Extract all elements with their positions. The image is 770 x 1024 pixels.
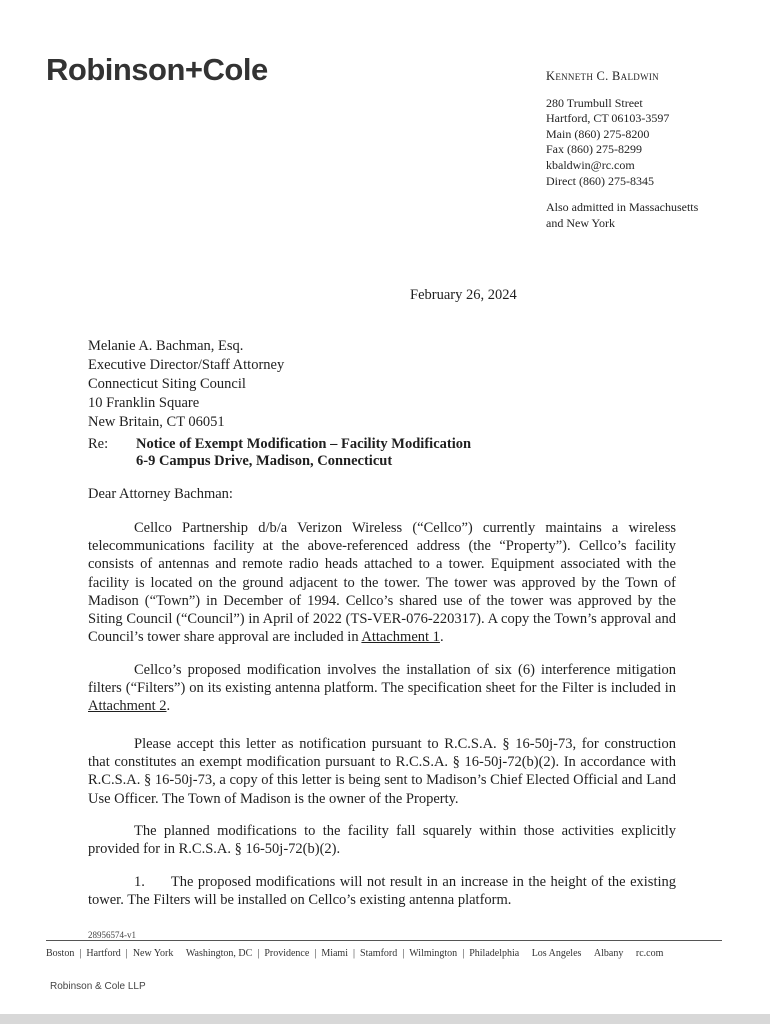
paragraph-4-text: The planned modifications to the facility fall squarely within those activities explicitly provided for in R.C.S.A. § 16-50j-72(b)(2). — [88, 823, 676, 858]
sender-email: kbaldwin@rc.com — [546, 157, 635, 172]
recipient-street: 10 Franklin Square — [88, 395, 200, 411]
office-miami: Miami — [321, 948, 348, 959]
firm-logo: Robinson+Cole — [46, 52, 268, 87]
sender-address-2: Hartford, CT 06103-3597 — [546, 111, 670, 126]
re-label: Re: — [88, 436, 109, 452]
salutation: Dear Attorney Bachman: — [88, 486, 233, 502]
sender-fax: Fax (860) 275-8299 — [546, 142, 642, 157]
paragraph-4 — [88, 822, 676, 858]
paragraph-2-text: Cellco’s proposed modification involves the installation of six (6) interference mitigation filters (“Filters”) on its existing antenna platform. The specification sheet for the Filter is included in — [88, 662, 676, 697]
paragraph-3 — [88, 735, 676, 808]
office-albany: Albany — [593, 948, 624, 959]
sender-address-1: 280 Trumbull Street — [546, 95, 643, 110]
recipient-block — [88, 337, 284, 432]
attachment-2-ref: Attachment 2 — [88, 698, 167, 715]
office-hartford: Hartford — [86, 948, 121, 959]
document-number: 28956574-v1 — [88, 930, 136, 940]
letter-date: February 26, 2024 — [410, 287, 517, 303]
website: rc.com — [635, 948, 664, 959]
footer-divider — [46, 940, 722, 941]
paragraph-3-text: Please accept this letter as notification pursuant to R.C.S.A. § 16-50j-73, for construction that constitutes an exempt modification pursuant to R.C.S.A. § 16-50j-72(b)(2). In accordance with R.C.S.A. § 16-50j-73, a copy of this letter is being sent to Madison’s Chief Elected Official and Land Use Officer. The Town of Madison is the owner of the Property. — [88, 736, 676, 807]
bottom-scan-edge — [0, 1014, 770, 1024]
sender-block — [546, 69, 698, 231]
recipient-title: Executive Director/Staff Attorney — [88, 357, 285, 373]
sender-main-phone: Main (860) 275-8200 — [546, 126, 650, 141]
paragraph-1-text: Cellco Partnership d/b/a Verizon Wireless (“Cellco”) currently maintains a wireless telecommunications facility at the above-referenced address (the “Property”). Cellco’s facility consists of antennas and remote radio heads attached to a tower. Equipment associated with the facility is located on the ground adjacent to the tower. The tower was approved by the Town of Madison (“Town”) in December of 1994. Cellco’s shared use of the tower was approved by the Siting Council (“Council”) in April of 2022 (TS-VER-076-220317). A copy the Town’s approval and Council’s tower share approval are included in — [88, 520, 676, 646]
office-los-angeles: Los Angeles — [531, 948, 582, 959]
re-subject-line-1: Notice of Exempt Modification – Facility Modification — [136, 436, 472, 452]
attachment-1-ref: Attachment 1 — [361, 629, 440, 646]
sender-admitted-1: Also admitted in Massachusetts — [546, 200, 699, 215]
paragraph-5 — [88, 873, 676, 909]
office-new-york: New York — [132, 948, 174, 959]
recipient-city: New Britain, CT 06051 — [88, 414, 225, 430]
sender-direct-phone: Direct (860) 275-8345 — [546, 173, 654, 188]
office-providence: Providence — [264, 948, 310, 959]
re-subject-line-2: 6-9 Campus Drive, Madison, Connecticut — [136, 453, 393, 469]
re-subject — [136, 436, 471, 470]
paragraph-2: Cellco’s proposed modification involves the installation of six (6) interference mitigation filters (“Filters”) on its existing antenna platform. The specification sheet for the Filter is included in Attachment 2. — [88, 662, 676, 715]
office-list: Boston | Hartford | New York Washington, DC | Providence | Miami | Stamford | Wilmington | Philadelphia Los Angeles Albany rc.com — [46, 948, 664, 959]
office-philadelphia: Philadelphia — [469, 948, 520, 959]
paragraph-5-number: 1. — [134, 874, 145, 890]
office-stamford: Stamford — [360, 948, 398, 959]
paragraph-5-text: The proposed modifications will not result in an increase in the height of the existing tower. The Filters will be installed on Cellco’s existing antenna platform. — [88, 874, 676, 909]
paragraph-1: Cellco Partnership d/b/a Verizon Wireless (“Cellco”) currently maintains a wireless telecommunications facility at the above-referenced address (the “Property”). Cellco’s facility consists of antennas and remote radio heads attached to a tower. Equipment associated with the facility is located on the ground adjacent to the tower. The tower was approved by the Town of Madison (“Town”) in December of 1994. Cellco’s shared use of the tower was approved by the Siting Council (“Council”) in April of 2022 (TS-VER-076-220317). A copy the Town’s approval and Council’s tower share approval are included in Attachment 1. — [88, 520, 676, 646]
recipient-name: Melanie A. Bachman, Esq. — [88, 338, 244, 354]
office-wilmington: Wilmington — [409, 948, 458, 959]
office-boston: Boston — [46, 948, 75, 959]
sender-name: Kenneth C. Baldwin — [546, 69, 659, 83]
recipient-org: Connecticut Siting Council — [88, 376, 246, 392]
sender-admitted-2: and New York — [546, 215, 615, 230]
footer-firm-name: Robinson & Cole LLP — [50, 981, 146, 992]
office-washington: Washington, DC — [185, 948, 253, 959]
